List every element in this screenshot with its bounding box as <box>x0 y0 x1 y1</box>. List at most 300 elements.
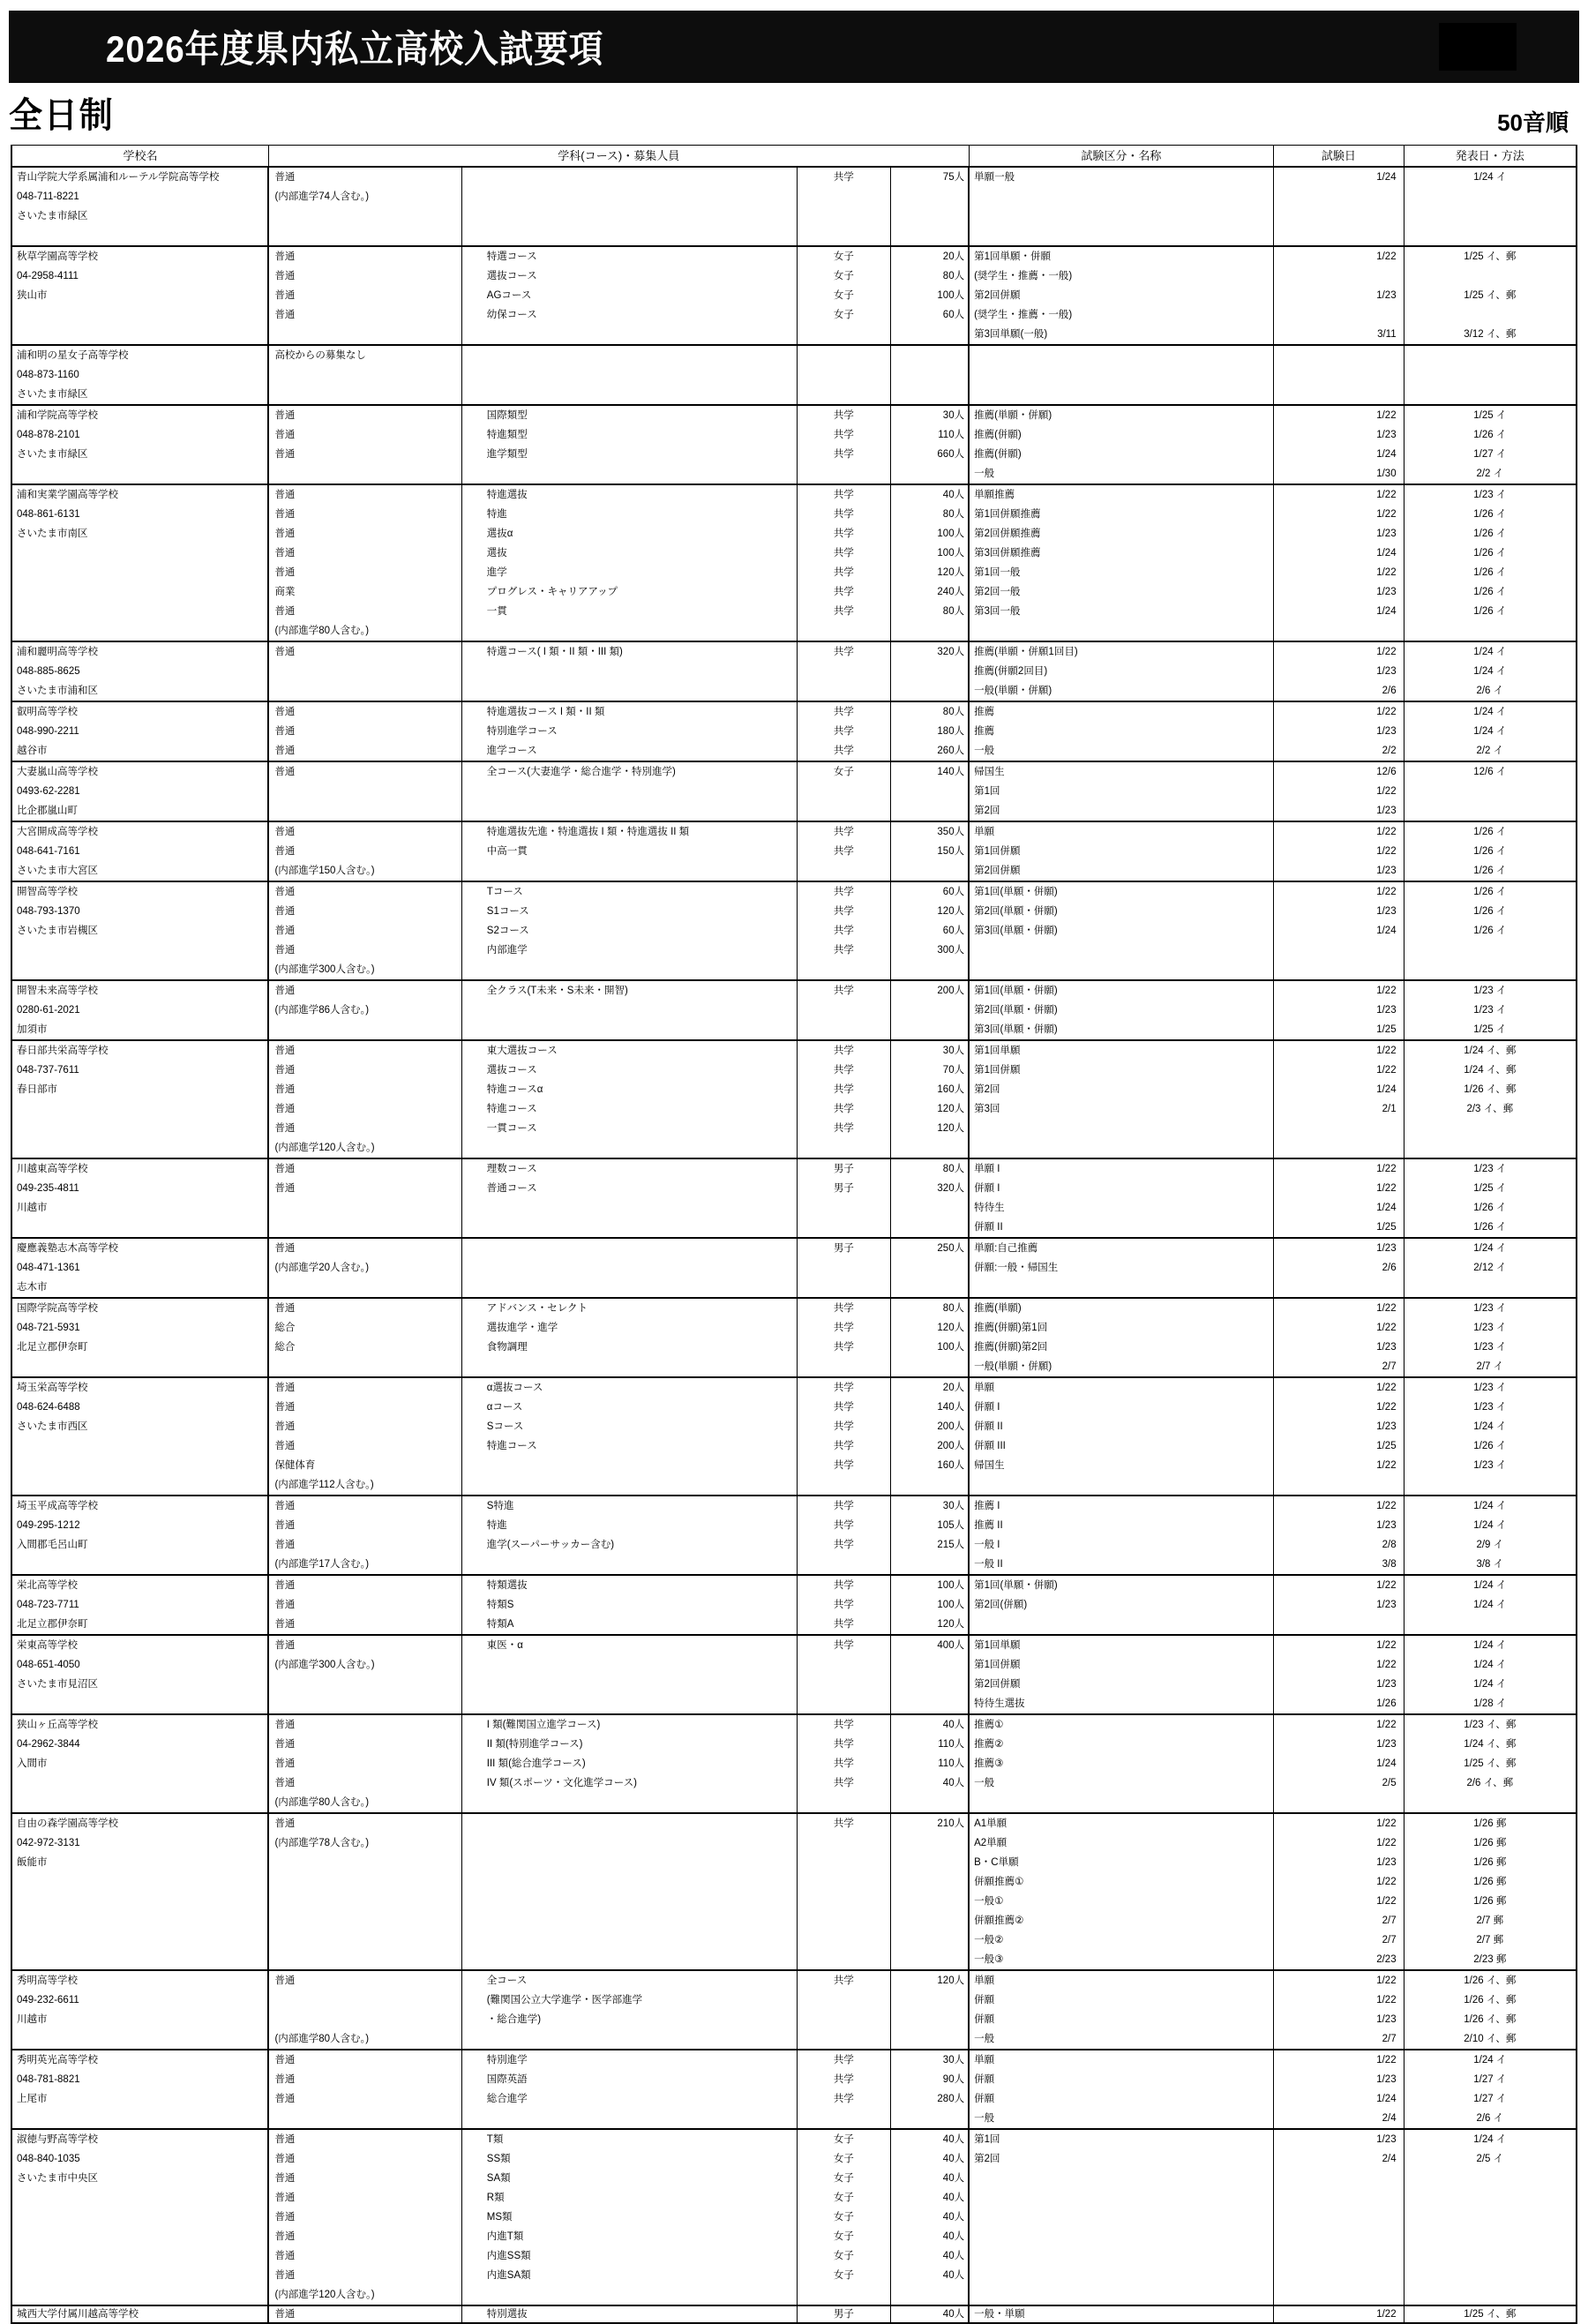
course-cell-line <box>462 782 797 801</box>
capacity-cell-line <box>891 226 968 245</box>
school-name-cell-line: さいたま市西区 <box>17 1421 88 1432</box>
course-cell-line: ・総合進学) <box>486 2014 542 2025</box>
capacity-cell-line: 240人 <box>937 587 965 597</box>
exam-date-cell-line: 1/22 <box>1376 1975 1397 1986</box>
table-body <box>11 167 1577 2323</box>
exam-date-cell <box>1274 2129 1404 2305</box>
school-name-cell-line <box>12 1555 267 1574</box>
capacity-cell-line: 350人 <box>937 827 965 837</box>
course-cell-line: 内部進学 <box>486 945 528 956</box>
exam-date-cell-line: 1/22 <box>1376 1896 1397 1907</box>
exam-type-cell-line: 単願 <box>974 827 995 837</box>
school-name-cell-line <box>12 1475 267 1495</box>
school-name-cell-line: さいたま市見沼区 <box>17 1679 98 1690</box>
result-date-cell-line <box>1404 2227 1576 2246</box>
result-date-cell <box>1404 1298 1577 1377</box>
exam-type-cell <box>969 1298 1274 1377</box>
school-name-cell-line: 048-711-8221 <box>17 191 79 202</box>
result-date-cell-line: 1/24 イ <box>1473 1243 1507 1254</box>
capacity-cell-line: 40人 <box>942 2173 965 2184</box>
course-cell-line: S1コース <box>486 906 529 917</box>
exam-date-cell-line: 2/4 <box>1382 2113 1397 2124</box>
department-cell-line: 普通 <box>274 2270 296 2281</box>
capacity-cell-line <box>891 464 968 484</box>
exam-date-cell-line: 1/22 <box>1376 1402 1397 1413</box>
gender-cell-line: 共学 <box>833 1975 854 1986</box>
capacity-cell-line: 120人 <box>937 567 965 578</box>
exam-date-cell-line <box>1274 2246 1403 2266</box>
exam-type-cell-line: 一般 II <box>974 1559 1003 1570</box>
exam-type-cell-line: 推薦(併願2回目) <box>974 666 1048 677</box>
gender-cell <box>797 1238 890 1298</box>
exam-type-cell-line <box>970 1615 1273 1634</box>
result-date-cell-line: 1/24 イ <box>1473 1520 1507 1531</box>
exam-date-cell-line: 3/11 <box>1377 329 1397 340</box>
course-cell-line: 国際英語 <box>486 2074 528 2085</box>
result-date-cell-line: 1/23 イ、郵 <box>1464 1720 1517 1730</box>
result-date-cell-line: 1/26 イ <box>1473 1441 1507 1451</box>
exam-type-cell <box>969 484 1274 641</box>
department-cell <box>268 167 461 246</box>
course-cell-line <box>462 1020 797 1039</box>
result-date-cell <box>1404 2050 1577 2129</box>
capacity-cell-line: 40人 <box>942 2154 965 2164</box>
gender-cell-line <box>798 1892 890 1911</box>
exam-date-cell <box>1274 1298 1404 1377</box>
gender-cell-line <box>798 385 890 404</box>
course-cell-line <box>462 346 797 365</box>
department-cell-line: 普通 <box>274 926 296 936</box>
exam-date-cell-line: 1/22 <box>1376 1460 1397 1471</box>
exam-date-cell-line <box>1274 305 1403 325</box>
result-date-cell-line: 1/24 イ <box>1473 647 1507 657</box>
exam-type-cell-line: (奨学生・推薦・一般) <box>974 271 1073 281</box>
result-date-cell-line: 1/27 イ <box>1473 449 1507 460</box>
school-name-cell-line: 048-641-7161 <box>17 846 80 857</box>
result-date-cell-line <box>1404 941 1576 960</box>
school-name-cell-line: 秀明高等学校 <box>17 1975 78 1986</box>
gender-cell-line: 女子 <box>833 2154 854 2164</box>
exam-type-cell-line: 第1回併願 <box>974 846 1021 857</box>
capacity-cell-line <box>891 681 968 701</box>
exam-date-cell-line <box>1274 941 1403 960</box>
admissions-table <box>11 145 1577 2324</box>
school-name-cell <box>11 1238 268 1298</box>
school-name-cell <box>11 345 268 405</box>
capacity-cell-line: 120人 <box>937 906 965 917</box>
result-date-cell-line <box>1404 187 1576 206</box>
table-row <box>11 1238 1577 1298</box>
exam-date-cell <box>1274 1714 1404 1813</box>
result-date-cell-line: 1/24 イ <box>1473 1580 1507 1591</box>
exam-type-cell <box>969 1813 1274 1970</box>
gender-cell-line <box>798 1278 890 1297</box>
school-name-cell-line: 埼玉平成高等学校 <box>17 1501 98 1511</box>
exam-date-cell-line: 1/23 <box>1376 806 1397 816</box>
exam-date-cell-line <box>1274 187 1403 206</box>
school-name-cell-line: 048-793-1370 <box>17 906 80 917</box>
result-date-cell-line: 1/23 イ <box>1473 1303 1507 1314</box>
department-cell-line <box>269 464 461 484</box>
gender-cell-line: 共学 <box>833 1640 854 1651</box>
exam-date-cell-line: 1/23 <box>1376 2134 1397 2145</box>
department-cell-line: 普通 <box>274 827 296 837</box>
school-name-cell-line: 04-2958-4111 <box>17 271 79 281</box>
department-cell-line <box>269 2010 461 2029</box>
exam-type-cell-line: 第1回(単願・併願) <box>974 1580 1058 1591</box>
course-cell <box>461 980 797 1040</box>
department-cell-line: 普通 <box>274 1421 296 1432</box>
school-name-cell-line <box>12 305 267 325</box>
exam-date-cell-line: 1/23 <box>1376 1679 1397 1690</box>
department-cell-line: (内部進学78人含む。) <box>274 1838 370 1848</box>
exam-type-cell-line: 第2回一般 <box>974 587 1021 597</box>
school-name-cell <box>11 484 268 641</box>
col-header-department: 学科(コース)・募集人員 <box>268 146 969 168</box>
course-cell-line <box>462 1456 797 1475</box>
exam-date-cell-line <box>1274 960 1403 979</box>
capacity-cell-line: 80人 <box>942 707 965 717</box>
capacity-cell-line: 660人 <box>937 449 965 460</box>
exam-date-cell-line: 1/22 <box>1376 567 1397 578</box>
result-date-cell-line: 1/25 イ <box>1473 410 1507 421</box>
exam-date-cell-line: 1/23 <box>1376 906 1397 917</box>
result-date-cell-line: 1/26 イ <box>1473 926 1507 936</box>
course-cell-line: T類 <box>486 2134 504 2145</box>
capacity-cell-line: 120人 <box>937 1104 965 1114</box>
exam-type-cell <box>969 761 1274 821</box>
department-cell-line: (内部進学80人含む。) <box>274 1797 370 1808</box>
capacity-cell-line: 400人 <box>937 1640 965 1651</box>
exam-date-cell-line: 1/22 <box>1376 887 1397 897</box>
gender-cell-line <box>798 1655 890 1675</box>
table-row <box>11 1496 1577 1575</box>
exam-date-cell-line <box>1274 206 1403 226</box>
capacity-cell-line <box>891 1793 968 1812</box>
result-date-cell-line: 1/24 イ、郵 <box>1464 1065 1517 1076</box>
exam-date-cell <box>1274 1970 1404 2050</box>
school-name-cell-line <box>12 2227 267 2246</box>
result-date-cell-line <box>1404 365 1576 385</box>
exam-type-cell-line: 第3回単願(一般) <box>974 329 1048 340</box>
exam-date-cell-line: 1/23 <box>1376 866 1397 876</box>
exam-type-cell-line: 一般 <box>974 2034 995 2044</box>
capacity-cell-line <box>891 1218 968 1237</box>
capacity-cell-line: 320人 <box>937 647 965 657</box>
course-cell-line: 一貫コース <box>486 1123 537 1134</box>
exam-type-cell-line <box>970 2227 1273 2246</box>
school-name-cell-line <box>12 1436 267 1456</box>
gender-cell-line: 女子 <box>833 767 854 777</box>
department-cell <box>268 1714 461 1813</box>
course-cell-line <box>462 1218 797 1237</box>
exam-type-cell-line: 推薦 I <box>974 1501 1000 1511</box>
gender-cell <box>797 1298 890 1377</box>
gender-cell <box>797 761 890 821</box>
exam-type-cell-line <box>970 1793 1273 1812</box>
department-cell-line: 普通 <box>274 1600 296 1610</box>
gender-cell-line: 共学 <box>833 410 854 421</box>
capacity-cell-line: 20人 <box>942 1383 965 1393</box>
col-header-exam-type: 試験区分・名称 <box>969 146 1274 168</box>
exam-type-cell-line: 単願 <box>974 2055 995 2065</box>
course-cell-line <box>462 1198 797 1218</box>
school-name-cell-line <box>12 582 267 602</box>
gender-cell-line <box>798 960 890 979</box>
exam-type-cell-line <box>970 385 1273 404</box>
result-date-cell-line <box>1404 266 1576 286</box>
exam-type-cell <box>969 821 1274 881</box>
exam-type-cell-line: 推薦③ <box>974 1758 1004 1769</box>
department-cell-line <box>269 1020 461 1039</box>
result-date-cell-line: 1/25 イ <box>1473 1183 1507 1194</box>
course-cell <box>461 345 797 405</box>
gender-cell <box>797 1714 890 1813</box>
gender-cell <box>797 1496 890 1575</box>
department-cell-line: 普通 <box>274 1383 296 1393</box>
course-cell-line: 内進T類 <box>486 2231 524 2242</box>
capacity-cell-line <box>891 1138 968 1158</box>
course-cell-line: 食物調理 <box>486 1342 528 1353</box>
exam-date-cell-line: 1/22 <box>1376 846 1397 857</box>
gender-cell-line: 共学 <box>833 1758 854 1769</box>
gender-cell-line: 女子 <box>833 2270 854 2281</box>
gender-cell <box>797 881 890 980</box>
course-cell-line: II 類(特別進学コース) <box>486 1739 583 1750</box>
course-cell-line <box>462 621 797 641</box>
department-cell-line: 普通 <box>274 1084 296 1095</box>
exam-type-cell-line: 推薦(単願・併願) <box>974 410 1052 421</box>
school-name-cell-line: 春日部共栄高等学校 <box>17 1046 109 1056</box>
exam-date-cell-line <box>1274 621 1403 641</box>
school-name-cell-line: 埼玉栄高等学校 <box>17 1383 88 1393</box>
exam-type-cell <box>969 1377 1274 1496</box>
course-cell-line: Sコース <box>486 1421 524 1432</box>
course-cell-line: 内進SS類 <box>486 2251 531 2261</box>
result-date-cell-line: 2/7 イ <box>1476 1361 1504 1372</box>
department-cell-line: 普通 <box>274 2074 296 2085</box>
exam-type-cell-line: (奨学生・推薦・一般) <box>974 310 1073 320</box>
exam-type-cell-line: 一般③ <box>974 1954 1004 1965</box>
gender-cell-line: 共学 <box>833 707 854 717</box>
department-cell <box>268 405 461 484</box>
result-date-cell-line <box>1404 2246 1576 2266</box>
department-cell-line: 普通 <box>274 746 296 756</box>
gender-cell <box>797 2305 890 2323</box>
result-date-cell-line: 1/26 イ <box>1473 827 1507 837</box>
exam-type-cell-line: 単願 I <box>974 1164 1000 1174</box>
gender-cell-line: 共学 <box>833 1818 854 1829</box>
department-cell <box>268 1158 461 1238</box>
capacity-cell-line <box>891 365 968 385</box>
department-cell-line <box>269 681 461 701</box>
header-black-box <box>1438 22 1517 71</box>
exam-date-cell <box>1274 641 1404 701</box>
exam-date-cell-line <box>1274 2285 1403 2305</box>
school-name-cell-line: 川越市 <box>17 1203 48 1213</box>
gender-cell-line: 女子 <box>833 2212 854 2223</box>
capacity-cell-line: 120人 <box>937 1975 965 1986</box>
course-cell-line: 全クラス(T未来・S未来・開智) <box>486 986 628 996</box>
result-date-cell-line: 1/26 イ <box>1473 509 1507 520</box>
gender-cell-line: 共学 <box>833 1084 854 1095</box>
school-name-cell-line: 0493-62-2281 <box>17 786 80 797</box>
exam-type-cell <box>969 1040 1274 1158</box>
result-date-cell-line <box>1404 960 1576 979</box>
course-cell-line <box>462 385 797 404</box>
exam-date-cell-line <box>1274 2266 1403 2285</box>
capacity-cell-line: 90人 <box>942 2074 965 2085</box>
exam-type-cell-line: 単願:自己推薦 <box>974 1243 1038 1254</box>
result-date-cell-line: 1/24 イ <box>1473 2134 1507 2145</box>
capacity-cell-line <box>891 2109 968 2128</box>
result-date-cell-line: 1/26 イ <box>1473 606 1507 617</box>
department-cell <box>268 1040 461 1158</box>
course-cell-line <box>462 861 797 881</box>
result-date-cell-line: 1/25 イ、郵 <box>1464 2309 1517 2320</box>
course-cell-line <box>462 1675 797 1694</box>
course-cell <box>461 1970 797 2050</box>
exam-type-cell-line: 併願 II <box>974 1222 1003 1233</box>
exam-type-cell-line: 第1回 <box>974 786 1000 797</box>
gender-cell-line: 共学 <box>833 1123 854 1134</box>
school-name-cell-line: 048-990-2211 <box>17 726 79 737</box>
department-cell <box>268 1496 461 1575</box>
exam-date-cell-line: 2/4 <box>1382 2154 1397 2164</box>
capacity-cell-line: 200人 <box>937 1421 965 1432</box>
gender-cell <box>797 405 890 484</box>
capacity-cell-line: 160人 <box>937 1084 965 1095</box>
school-name-cell-line <box>12 2208 267 2227</box>
gender-cell-line: 男子 <box>833 1164 854 1174</box>
result-date-cell-line: 1/26 イ <box>1473 1222 1507 1233</box>
school-name-cell-line: 自由の森学園高等学校 <box>17 1818 118 1829</box>
exam-type-cell-line: 第1回単願・併願 <box>974 251 1051 262</box>
school-name-cell-line: 048-737-7611 <box>17 1065 79 1076</box>
course-cell-line: S特進 <box>486 1501 514 1511</box>
department-cell-line: 普通 <box>274 2094 296 2104</box>
exam-type-cell-line: 併願 I <box>974 1402 1000 1413</box>
department-cell-line: 普通 <box>274 1818 296 1829</box>
school-name-cell-line: 浦和麗明高等学校 <box>17 647 98 657</box>
exam-date-cell-line: 1/22 <box>1376 1640 1397 1651</box>
exam-type-cell-line <box>970 2285 1273 2305</box>
course-cell-line: 特進類型 <box>486 430 528 440</box>
table-row <box>11 2050 1577 2129</box>
gender-cell <box>797 1575 890 1635</box>
result-date-cell <box>1404 1813 1577 1970</box>
result-date-cell <box>1404 1970 1577 2050</box>
gender-cell-line: 共学 <box>833 726 854 737</box>
department-cell-line: 普通 <box>274 1303 296 1314</box>
department-cell-line <box>269 1675 461 1694</box>
capacity-cell-line <box>891 1675 968 1694</box>
result-date-cell-line: 1/24 イ <box>1473 666 1507 677</box>
gender-cell-line: 共学 <box>833 1720 854 1730</box>
school-name-cell-line <box>12 1930 267 1950</box>
school-name-cell-line: 秋草学園高等学校 <box>17 251 98 262</box>
exam-date-cell-line: 12/6 <box>1376 767 1397 777</box>
result-date-cell-line: 1/26 イ、郵 <box>1464 1975 1517 1986</box>
gender-cell-line: 共学 <box>833 1619 854 1630</box>
exam-type-cell-line: 第2回併願 <box>974 290 1021 301</box>
exam-date-cell-line: 2/1 <box>1382 1104 1397 1114</box>
result-date-cell-line <box>1404 1475 1576 1495</box>
school-name-cell-line: 浦和実業学園高等学校 <box>17 490 118 500</box>
department-cell-line: (内部進学300人含む。) <box>274 964 375 975</box>
exam-date-cell <box>1274 345 1404 405</box>
gender-cell-line: 共学 <box>833 1501 854 1511</box>
gender-cell-line: 共学 <box>833 906 854 917</box>
capacity-cell <box>890 345 969 405</box>
table-row <box>11 761 1577 821</box>
exam-date-cell-line: 1/23 <box>1376 430 1397 440</box>
gender-cell <box>797 246 890 345</box>
school-name-cell-line: 入間郡毛呂山町 <box>17 1540 88 1550</box>
school-name-cell-line: 慶應義塾志木高等学校 <box>17 1243 118 1254</box>
capacity-cell-line: 40人 <box>942 1778 965 1788</box>
gender-cell <box>797 980 890 1040</box>
capacity-cell <box>890 1496 969 1575</box>
exam-type-cell-line: 推薦(単願・併願1回目) <box>974 647 1078 657</box>
gender-cell-line: 共学 <box>833 548 854 559</box>
school-name-cell-line: 越谷市 <box>17 746 48 756</box>
gender-cell-line: 共学 <box>833 2094 854 2104</box>
gender-cell-line: 共学 <box>833 567 854 578</box>
gender-cell-line <box>798 464 890 484</box>
result-date-cell-line <box>1404 1278 1576 1297</box>
school-name-cell <box>11 761 268 821</box>
exam-date-cell <box>1274 980 1404 1040</box>
exam-type-cell <box>969 1714 1274 1813</box>
department-cell <box>268 821 461 881</box>
subheader <box>9 92 1579 138</box>
gender-cell-line: 共学 <box>833 647 854 657</box>
exam-type-cell-line: 推薦 <box>974 707 995 717</box>
result-date-cell-line <box>1404 226 1576 245</box>
capacity-cell <box>890 167 969 246</box>
capacity-cell-line <box>891 960 968 979</box>
exam-date-cell-line: 1/24 <box>1376 1084 1397 1095</box>
department-cell-line: (内部進学150人含む。) <box>274 866 375 876</box>
exam-date-cell-line: 1/22 <box>1376 1065 1397 1076</box>
course-cell-line: α選抜コース <box>486 1383 543 1393</box>
result-date-cell-line: 1/23 イ <box>1473 490 1507 500</box>
exam-type-cell-line: 単願推薦 <box>974 490 1015 500</box>
school-name-cell-line: 0280-61-2021 <box>17 1005 80 1016</box>
school-name-cell-line: さいたま市南区 <box>17 529 88 539</box>
exam-type-cell <box>969 167 1274 246</box>
department-cell-line <box>269 1218 461 1237</box>
result-date-cell-line: 2/6 イ <box>1476 2113 1504 2124</box>
capacity-cell <box>890 405 969 484</box>
course-cell-line <box>462 325 797 344</box>
exam-date-cell-line: 1/22 <box>1376 1501 1397 1511</box>
table-row <box>11 345 1577 405</box>
gender-cell-line <box>798 782 890 801</box>
course-cell <box>461 821 797 881</box>
exam-date-cell-line: 1/22 <box>1376 1720 1397 1730</box>
result-date-cell-line: 2/7 郵 <box>1476 1915 1504 1926</box>
course-cell-line: 内進SA類 <box>486 2270 531 2281</box>
course-cell <box>461 1298 797 1377</box>
result-date-cell <box>1404 980 1577 1040</box>
exam-type-cell-line: A1単願 <box>974 1818 1007 1829</box>
school-name-cell <box>11 1813 268 1970</box>
department-cell-line: 普通 <box>274 1402 296 1413</box>
course-cell-line: 特進選抜先進・特進選抜 I 類・特進選抜 II 類 <box>486 827 690 837</box>
department-cell-line: 普通 <box>274 567 296 578</box>
